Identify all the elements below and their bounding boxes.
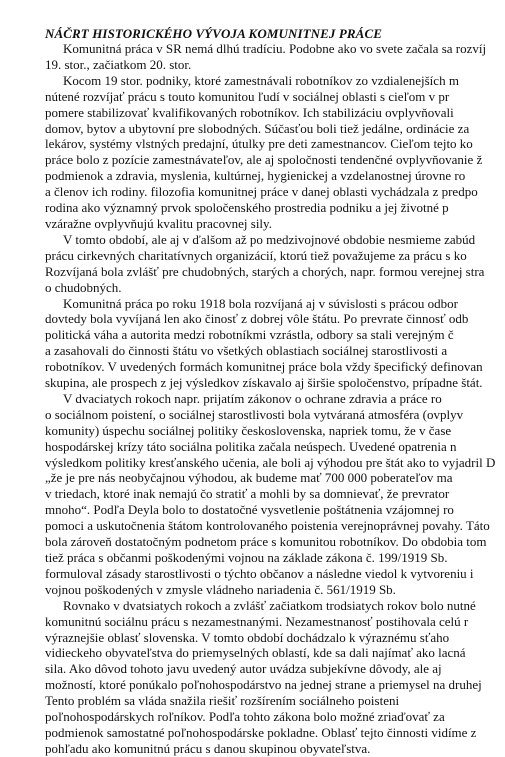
text-line: o chudobných.	[45, 279, 122, 295]
text-line: vojnou poškodených v zmysle vládneho nariadenia č. 561/1919 Sb.	[45, 581, 396, 597]
text-line: pohľadu ako komunitnú prácu s danou skupinou obyvateľstva.	[45, 740, 371, 756]
text-line: „že je pre nás neobyčajnou výhodou, ak budeme mať 700 000 poberateľov ma	[45, 470, 453, 486]
text-line: podmienok a zdravia, myslenia, kultúrnej, hygienickej a vzdelanostnej úrovne ro	[45, 168, 466, 184]
text-line: Kocom 19 stor. podniky, ktoré zamestnávali robotníkov zo vzdialenejších m	[63, 72, 459, 88]
text-line: vidieckeho obyvateľstva do priemyselných oblastí, kde sa dali najímať ako lacná	[45, 645, 466, 661]
text-line: práce bolo z pozície zamestnávateľov, ale aj spoločnosti tendenčné ovplyvňovanie ž	[45, 152, 483, 168]
text-line: nútené rozvíjať prácu s touto komunitou ľudí v sociálnej oblasti s cieľom v pr	[45, 88, 450, 104]
text-line: V tomto období, ale aj v ďalšom až po medzivojnové obdobie nesmieme zabúd	[63, 231, 476, 247]
text-line: Rovnako v dvatsiatych rokoch a zvlášť začiatkom trodsiatych rokov bolo nutné	[63, 597, 476, 613]
text-line: V dvaciatych rokoch napr. prijatím zákonov o ochrane zdravia a práce ro	[63, 390, 442, 406]
text-line: prácu cirkevných charitatívnych organizácií, ktorú tiež považujeme za prácu s ko	[45, 247, 467, 263]
text-line: formuloval zásady starostlivosti o týchto občanov a následne viedol k vytvoreniu i	[45, 565, 474, 581]
text-line: výraznejšie oblasť slovenska. V tomto období dochádzalo k výraznému sťaho	[45, 629, 450, 645]
text-line: komunitnú sociálnu prácu s nezamestnanými. Nezamestnanosť postihovala celú r	[45, 613, 469, 629]
text-line: bola zároveň dostatočným podnetom práce s komunitou robotníkov. Do obdobia tom	[45, 534, 487, 550]
document-title: NÁČRT HISTORICKÉHO VÝVOJA KOMUNITNEJ PRÁCE	[45, 26, 382, 41]
text-line: komunity) úspechu sociálnej politiky československa, napriek tomu, že v čase	[45, 422, 452, 438]
text-line: poľnohospodárskych roľníkov. Podľa tohto zákona bolo možné zriaďovať za	[45, 709, 445, 725]
text-line: skupina, ale prospech z jej výsledkov získavalo aj širšie spoločenstvo, prípadne štát.	[45, 375, 483, 391]
text-line: a zasahovali do činnosti štátu vo všetkých oblastiach sociálnej starostlivosti a	[45, 343, 448, 359]
text-line: Tento problém sa vláda snažila riešiť rozšírením sociálneho poisteni	[45, 693, 400, 709]
text-line: možností, ktoré ponúkalo poľnohospodárstvo na jednej strane a priemysel na druhej	[45, 677, 482, 693]
text-line: rodina ako významný prvok spoločenského prostredia podniku a jej životné p	[45, 200, 449, 216]
text-line: mnoho“. Podľa Deyla bolo to dostatočné vysvetlenie poštátnenia vzájomnej ro	[45, 502, 454, 518]
text-line: politická váha a autorita medzi robotníkmi vzrástla, odbory sa stali verejným č	[45, 327, 454, 343]
text-line: výsledkom politiky kresťanského učenia, ale boli aj výhodou pre štát ako to vyjadril D	[45, 454, 496, 470]
text-line: Rozvíjaná bola zvlášť pre chudobných, starých a chorých, napr. formou verejnej stra	[45, 263, 485, 279]
text-line: lekárov, systémy vlstných predajní, útulky pre deti zamestnancov. Cieľom tejto ko	[45, 136, 473, 152]
text-line: v triedach, ktoré inak nemajú čo stratiť a mohli by sa domnievať, že prevrator	[45, 486, 450, 502]
text-line: Komunitná práca po roku 1918 bola rozvíjaná aj v súvislosti s prácou odbor	[63, 295, 458, 311]
text-line: pomere stabilizovať kvalifikovaných robotníkov. Ich stabilizáciu ovplyvňovali	[45, 104, 454, 120]
text-line: 19. stor., začiatkom 20. stor.	[45, 56, 192, 72]
text-line: tiež práca s občanmi poškodenými vojnou na základe zákona č. 199/1919 Sb.	[45, 550, 448, 565]
text-line: sila. Ako dôvod tohoto javu uvedený autor uvádza subjekívne dôvody, ale aj	[45, 661, 442, 677]
text-line: robotníkov. V uvedených formách komunitnej práce bola vždy špecifický definovan	[45, 359, 483, 375]
text-line: vzáražne ovplyvňujú kvalitu pracovnej sily.	[45, 215, 272, 231]
text-line: hospodárskej krízy táto sociálna politika začala neúspech. Uvedené opatrenia n	[45, 438, 457, 454]
text-line: Komunitná práca v SR nemá dlhú tradíciu. Podobne ako vo svete začala sa rozvíj	[63, 41, 487, 56]
text-line: domov, bytov a ubytovní pre slobodných. Súčasťou boli tiež jedálne, ordinácie za	[45, 120, 470, 136]
text-line: pomoci a uskutočnenia štátom kontrolovaného poistenia verejnoprávnej povahy. Táto	[45, 518, 490, 534]
text-line: o sociálnom poistení, o sociálnej starostlivosti bola vytváraná atmosféra (ovplyv	[45, 406, 464, 422]
text-line: a členov ich rodiny. filozofia komunitnej práce v danej oblasti vychádzala z predpo	[45, 184, 478, 200]
text-line: podmienok samostatné poľnohospodárske pokladne. Oblasť tejto činnosti vidíme z	[45, 724, 477, 740]
text-line: dovtedy bola vyvíjaná len ako činosť z dobrej vôle štátu. Po prevrate činnosť odb	[45, 311, 469, 327]
document-body	[45, 41, 505, 757]
